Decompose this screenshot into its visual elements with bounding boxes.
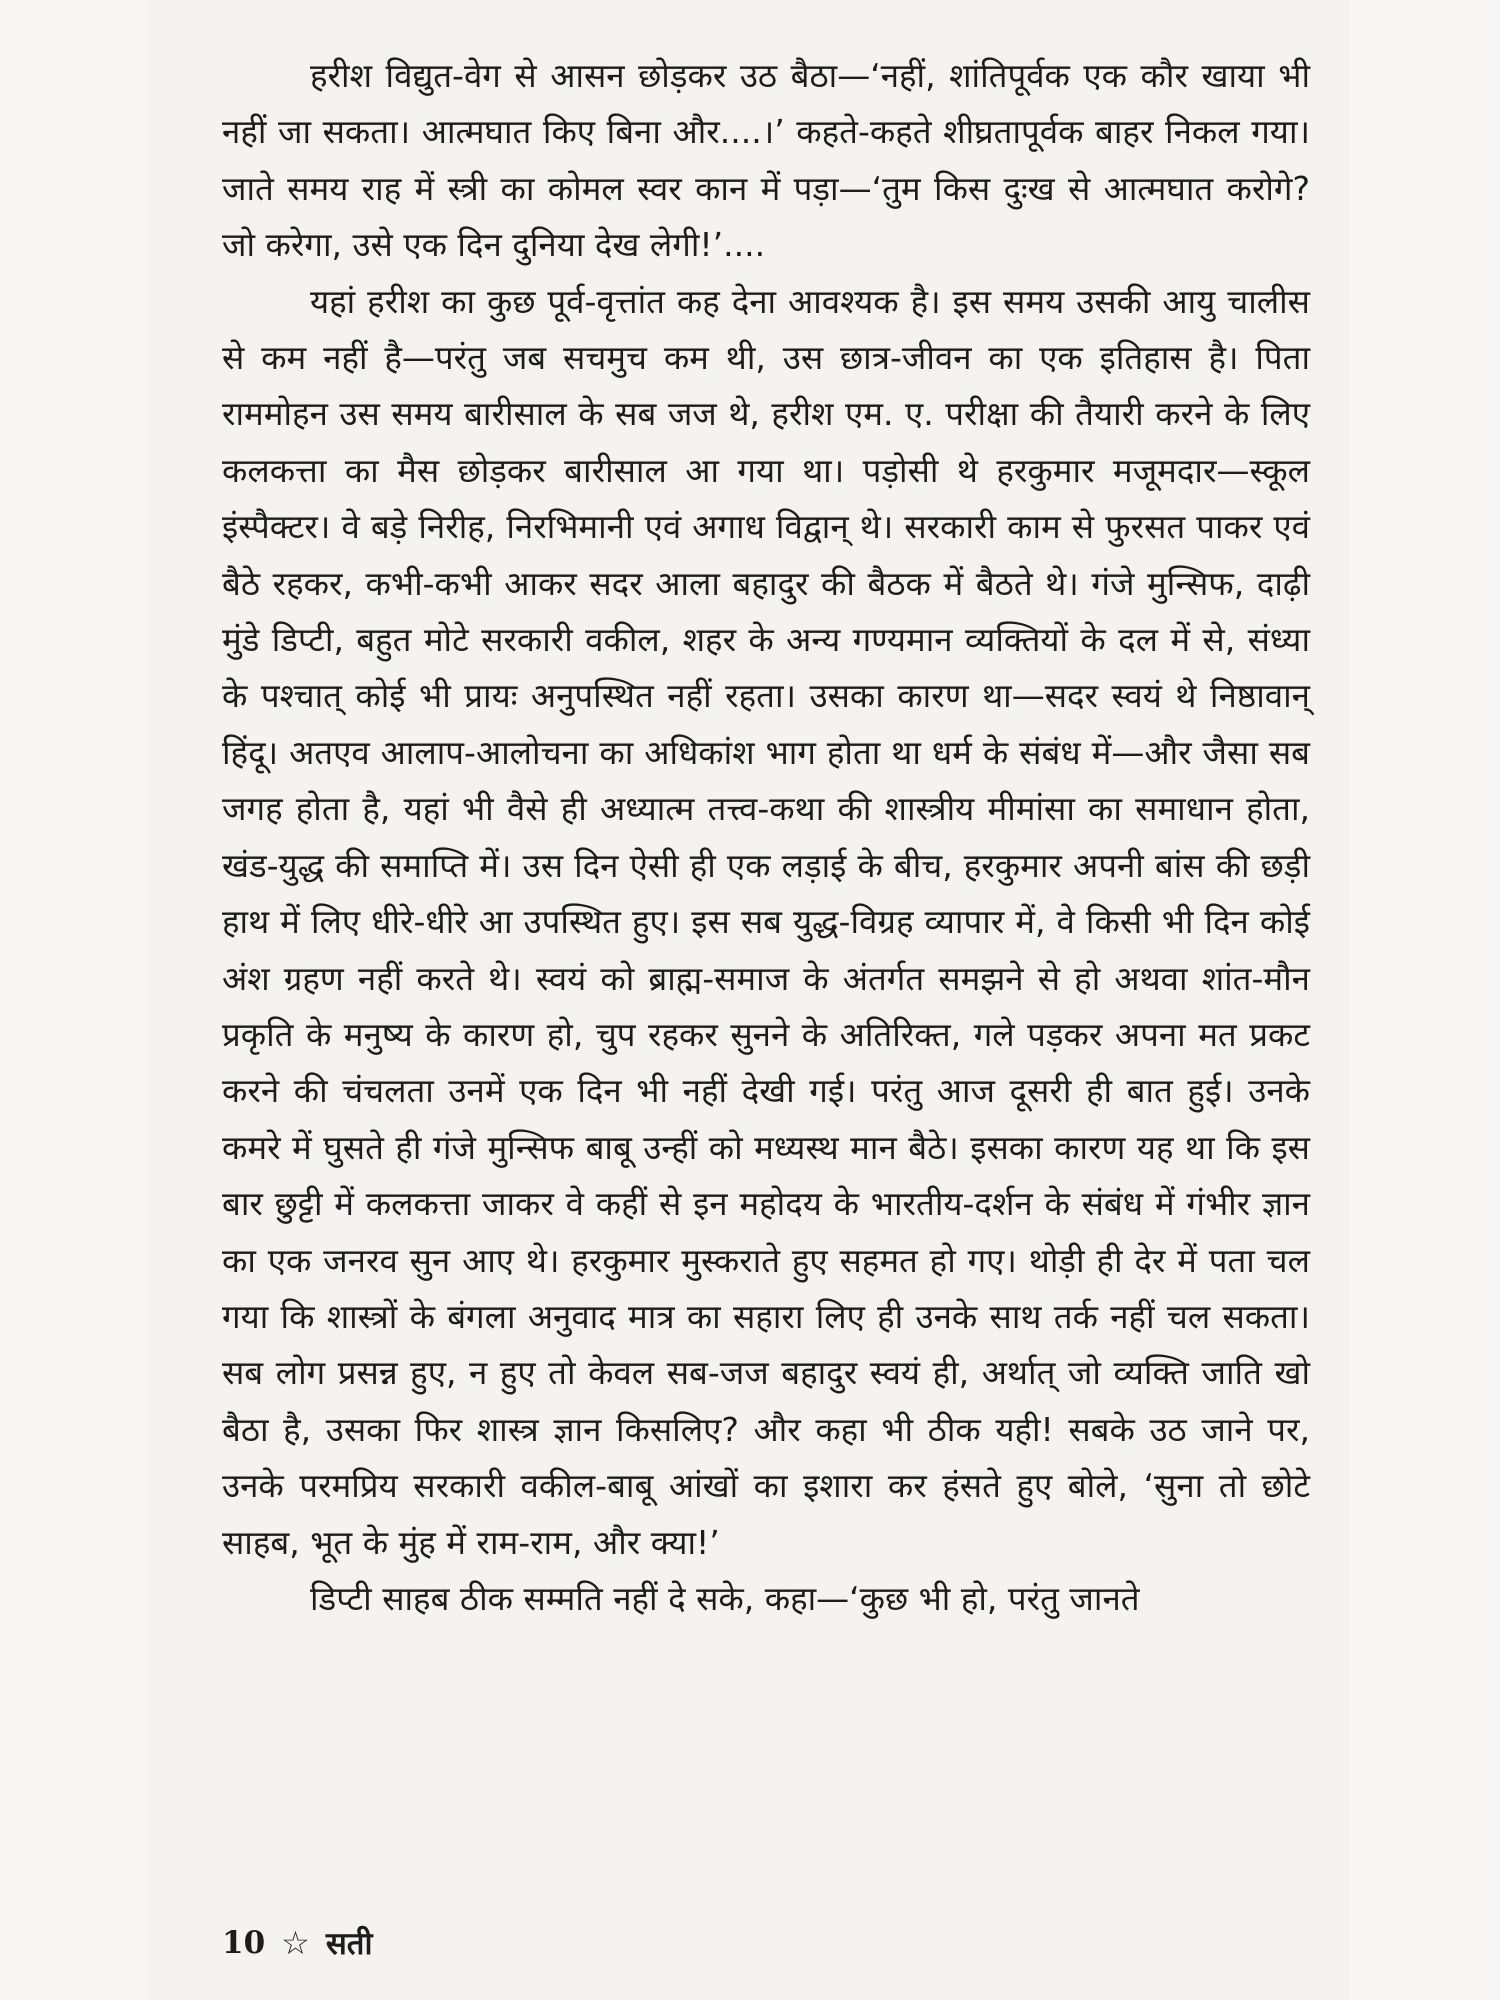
paragraph: डिप्टी साहब ठीक सम्मति नहीं दे सके, कहा—‘कुछ भी हो, परंतु जानते xyxy=(310,1578,1140,1618)
paragraph: यहां हरीश का कुछ पूर्व-वृत्तांत कह देना आवश्यक है। इस समय उसकी आयु चालीस से कम नहीं है—परंतु जब सचमुच कम थी, उस छात्र-जीवन का एक इतिहास है। पिता राममोहन उस समय बारीसाल के सब जज थे, हरीश एम. ए. परीक्षा की तैयारी करने के लिए कलकत्ता का मैस छोड़कर बारीसाल आ गया था। पड़ोसी थे हरकुमार मजूमदार—स्कूल इंस्पैक्टर। वे बड़े निरीह, निरभिमानी एवं अगाध विद्वान् थे। सरकारी काम से फुरसत पाकर एवं बैठे रहकर, कभी-कभी आकर सदर आला बहादुर की बैठक में बैठते थे। गंजे मुन्सिफ, दाढ़ी मुंडे डिप्टी, बहुत मोटे सरकारी वकील, शहर के अन्य गण्यमान व्यक्तियों के दल में से, संध्या के पश्चात् कोई भी प्रायः अनुपस्थित नहीं रहता। उसका कारण था—सदर स्वयं थे निष्ठावान् हिंदू। अतएव आलाप-आलोचना का अधिकांश भाग होता था धर्म के संबंध में—और जैसा सब जगह होता है, यहां भी वैसे ही अध्यात्म तत्त्व-कथा की शास्त्रीय मीमांसा का समाधान होता, खंड-युद्ध की समाप्ति में। उस दिन ऐसी ही एक लड़ाई के बीच, हरकुमार अपनी बांस की छड़ी हाथ में लिए धीरे-धीरे आ उपस्थित हुए। इस सब युद्ध-विग्रह व्यापार में, वे किसी भी दिन कोई अंश ग्रहण नहीं करते थे। स्वयं को ब्राह्म-समाज के अंतर्गत समझने से हो अथवा शांत-मौन प्रकृति के मनुष्य के कारण हो, चुप रहकर सुनने के अतिरिक्त, गले पड़कर अपना मत प्रकट करने की चंचलता उनमें एक दिन भी नहीं देखी गई। परंतु आज दूसरी ही बात हुई। उनके कमरे में घुसते ही गंजे मुन्सिफ बाबू उन्हीं को मध्यस्थ मान बैठे। इसका कारण यह था कि इस बार छुट्टी में कलकत्ता जाकर वे कहीं से इन महोदय के भारतीय-दर्शन के संबंध में गंभीर ज्ञान का एक जनरव सुन आए थे। हरकुमार मुस्कराते हुए सहमत हो गए। थोड़ी ही देर में पता चल गया कि शास्त्रों के बंगला अनुवाद मात्र का सहारा लिए ही उनके साथ तर्क नहीं चल सकता। सब लोग प्रसन्न हुए, न हुए तो केवल सब-जज बहादुर स्वयं ही, अर्थात् जो व्यक्ति जाति खो बैठा है, उसका फिर शास्त्र ज्ञान किसलिए? और कहा भी ठीक यही! सबके उठ जाने पर, उनके परमप्रिय सरकारी वकील-बाबू आंखों का इशारा कर हंसते हुए बोले, ‘सुना तो छोटे साहब, भूत के मुंह में राम-राम, और क्या!’ xyxy=(222,281,1310,1562)
page-footer xyxy=(222,1922,372,1964)
body-text xyxy=(222,48,1310,1627)
paragraph: हरीश विद्युत-वेग से आसन छोड़कर उठ बैठा—‘नहीं, शांतिपूर्वक एक कौर खाया भी नहीं जा सकता। आत्मघात किए बिना और....।’ कहते-कहते शीघ्रतापूर्वक बाहर निकल गया। जाते समय राह में स्त्री का कोमल स्वर कान में पड़ा—‘तुम किस दुःख से आत्मघात करोगे? जो करेगा, उसे एक दिन दुनिया देख लेगी!’.... xyxy=(222,56,1310,265)
page-number: 10 xyxy=(222,1925,266,1961)
star-icon: ☆ xyxy=(281,1924,310,1962)
book-title: सती xyxy=(325,1926,373,1962)
